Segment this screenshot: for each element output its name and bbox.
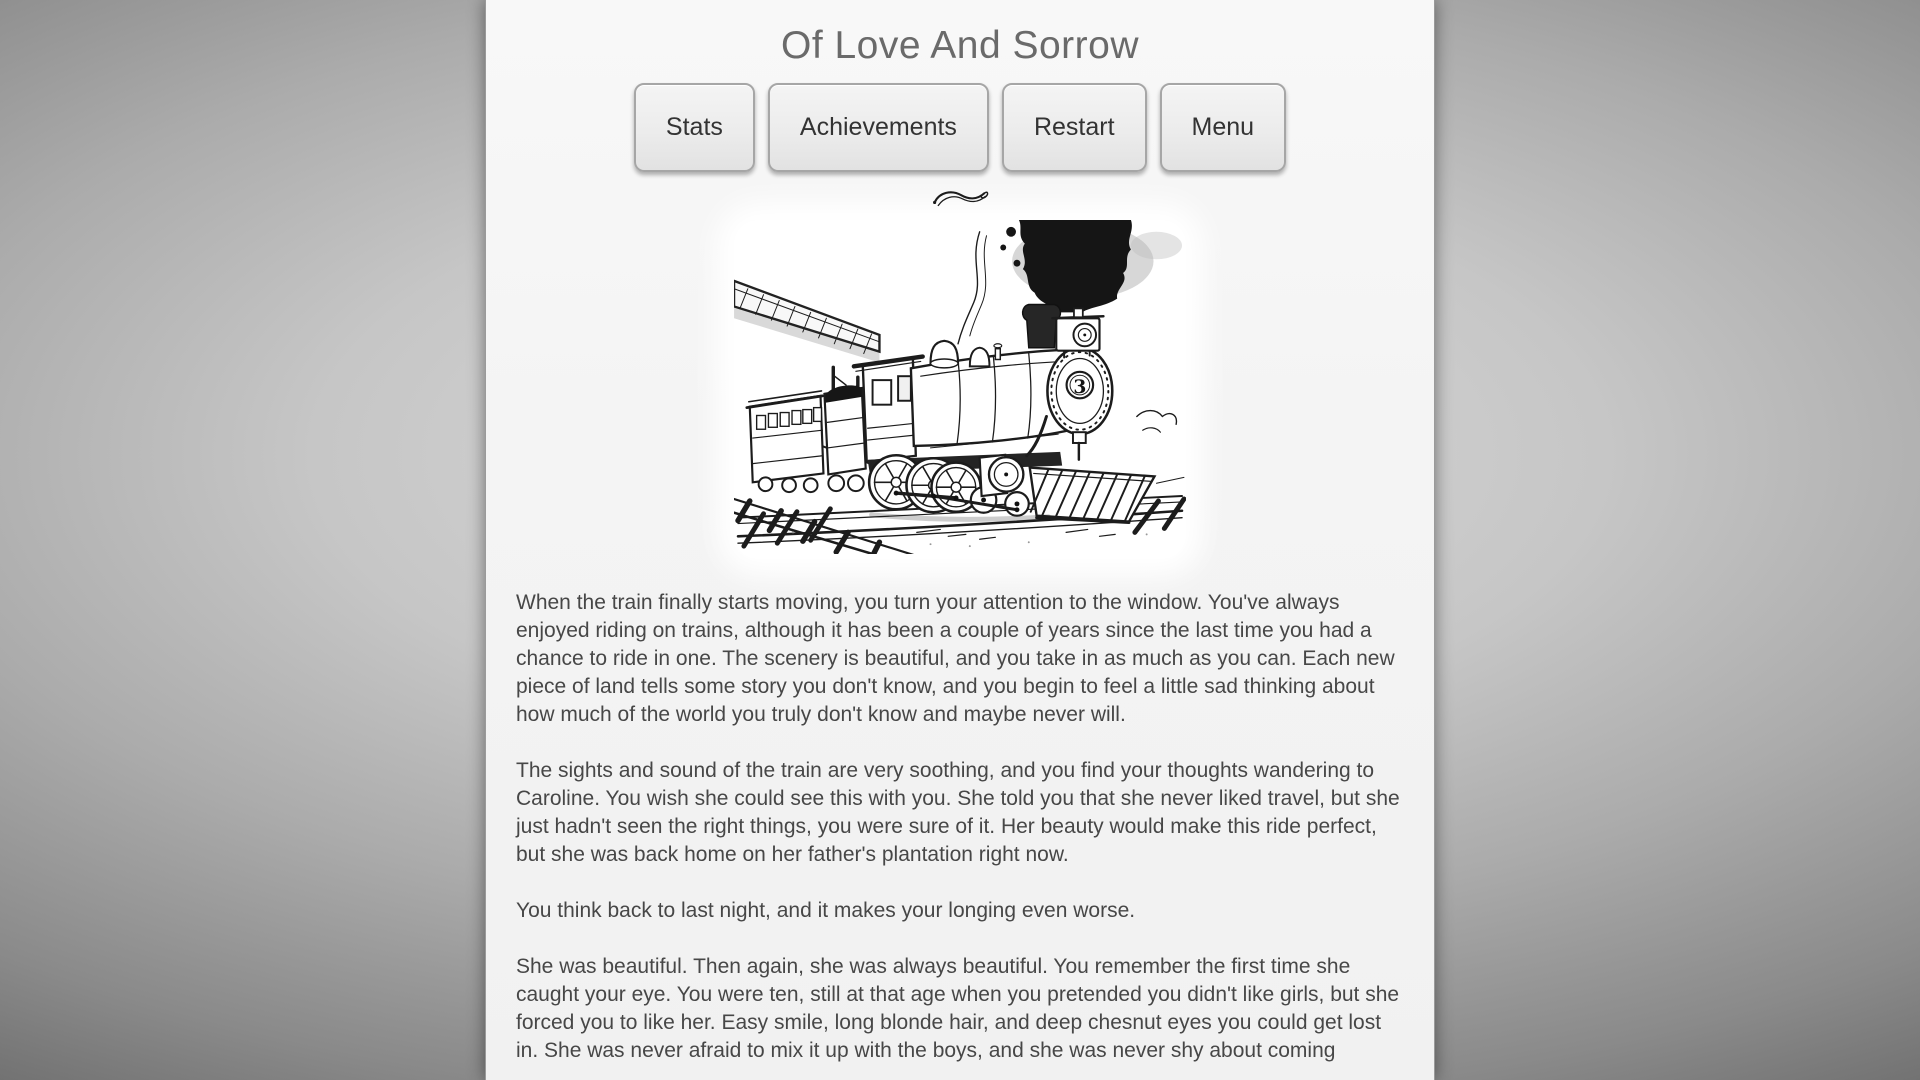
bushes (1137, 411, 1184, 484)
story-paragraph: When the train finally starts moving, you turn your attention to the window. You've always enjoyed riding on trains, although it has been a couple of years since the last time you had a chance to ride in one. The scenery is beautiful, and you take in as much as you can. Each new piece of land tells some story you don't know, and you begin to feel a little sad thinking about how much of the world you truly don't know and maybe never will. (516, 591, 1395, 726)
story-paragraph: She was beautiful. Then again, she was always beautiful. You remember the first time she caught your eye. You were ten, still at that age when you pretended you didn't like girls, but she forced you to like her. Easy smile, long blonde hair, and deep chesnut eyes you could get lost in. She was never afraid to mix it up with the boys, and she was never shy about coming (516, 955, 1400, 1062)
achievements-button[interactable]: Achievements (768, 83, 989, 172)
story-paragraph: You think back to last night, and it makes your longing even worse. (516, 899, 1136, 922)
tender (824, 385, 865, 491)
game-panel (485, 0, 1435, 1080)
smokebox-front (1047, 348, 1112, 460)
flourish-divider-icon (931, 184, 989, 210)
passenger-car (747, 391, 824, 492)
stats-button[interactable]: Stats (634, 83, 755, 172)
menu-button[interactable]: Menu (1160, 83, 1287, 172)
story-text (486, 589, 1434, 1065)
toolbar (486, 83, 1434, 172)
engine-number: 3 (1073, 375, 1087, 398)
smokestack (1023, 304, 1061, 347)
restart-button[interactable]: Restart (1002, 83, 1147, 172)
story-paragraph: The sights and sound of the train are very soothing, and you find your thoughts wandering to Caroline. You wish she could see this with you. She told you that she never liked travel, but she just hadn't seen the right things, you were sure of it. Her beauty would make this ride perfect, but she was back home on her father's plantation right now. (516, 759, 1400, 866)
locomotive-illustration (734, 220, 1186, 559)
page-title: Of Love And Sorrow (780, 24, 1140, 67)
